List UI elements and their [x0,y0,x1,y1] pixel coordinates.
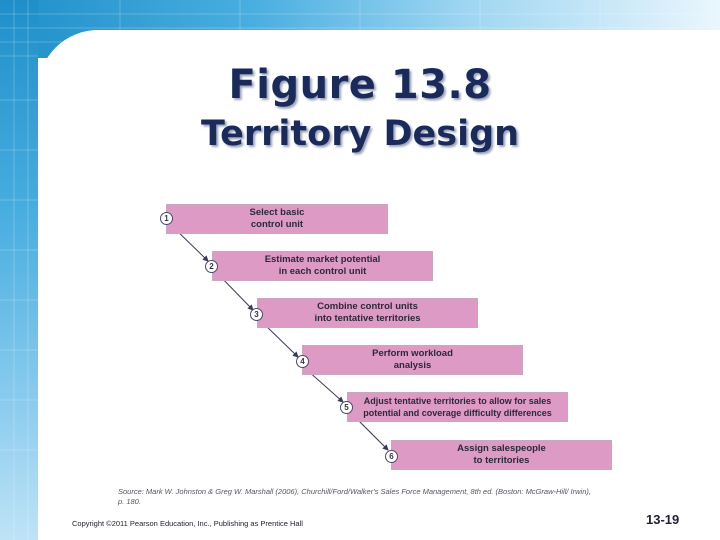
step-number-5: 5 [340,401,353,414]
step-label-5: Adjust tentative territories to allow for sales potential and coverage difficulty differences [363,396,552,418]
slide-page-number: 13-19 [646,512,680,527]
step-label-2: Estimate market potential in each control unit [264,254,381,277]
step-number-1: 1 [160,212,173,225]
step-box-6 [391,440,612,470]
step-box-4 [302,345,523,375]
step-box-2 [212,251,433,281]
slide-title: Figure 13.8 [228,62,492,108]
step-label-3: Combine control units into tentative territories [314,301,421,324]
step-number-2: 2 [205,260,218,273]
step-label-4: Perform workload analysis [372,348,453,371]
step-box-5 [347,392,568,422]
step-number-3: 3 [250,308,263,321]
step-box-1 [166,204,388,234]
step-number-4: 4 [296,355,309,368]
slide-subtitle: Territory Design [200,114,520,154]
step-label-6: Assign salespeople to territories [457,443,546,466]
step-number-6: 6 [385,450,398,463]
step-label-1: Select basic control unit [249,207,305,230]
copyright-notice: Copyright ©2011 Pearson Education, Inc., Publishing as Prentice Hall [72,519,303,528]
step-box-3 [257,298,478,328]
source-citation: Source: Mark W. Johnston & Greg W. Marshall (2006), Churchill/Ford/Walker's Sales Force Management, 8th ed. (Boston: McGraw-Hill/ Irwin), p. 180. [118,487,591,506]
